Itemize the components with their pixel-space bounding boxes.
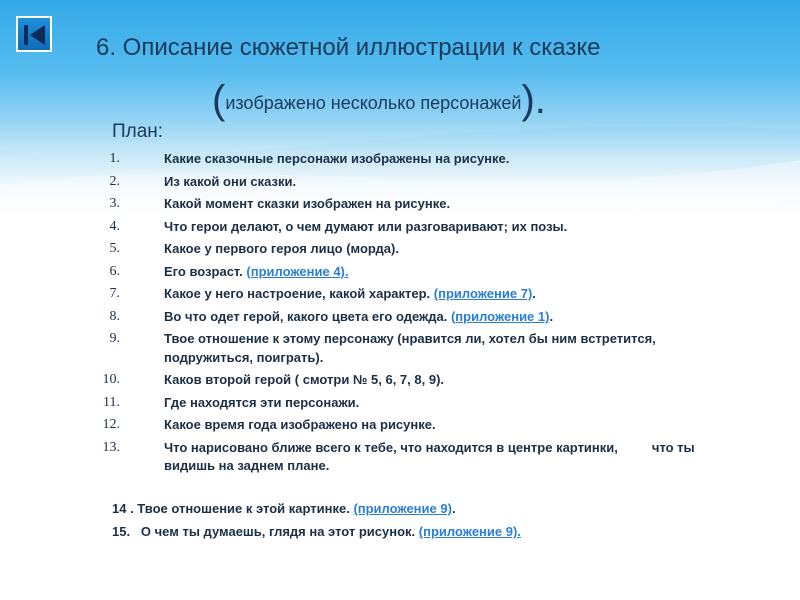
item-text: Твое отношение к этой картинке. — [133, 501, 350, 516]
plan-item-11 — [98, 394, 800, 413]
item-text: Его возраст. — [164, 263, 243, 279]
plan-item-8 — [98, 308, 800, 327]
back-nav-button[interactable] — [16, 16, 52, 52]
subtitle-text: изображено несколько персонажей — [225, 93, 522, 113]
extra-item-14 — [112, 501, 456, 516]
plan-item-4 — [98, 218, 800, 237]
item-number: 10. — [102, 372, 120, 387]
appendix-link[interactable]: (приложение 9) — [353, 501, 452, 516]
item-number: 15. — [112, 524, 131, 539]
item-text-tail: что ты — [651, 439, 695, 455]
plan-list — [98, 150, 800, 480]
item-text: Какое у первого героя лицо (морда). — [164, 241, 399, 256]
item-text-line2: видишь на заднем плане. — [164, 458, 330, 473]
plan-item-2 — [98, 173, 800, 192]
item-number: 3. — [109, 196, 120, 211]
item-text: Каков второй герой ( смотри № 5, 6, 7, 8, 9). — [164, 372, 445, 387]
subtitle-close-paren: ). — [521, 78, 546, 122]
item-number: 7. — [109, 286, 120, 301]
appendix-link[interactable]: (приложение 1) — [450, 308, 550, 324]
item-number: 8. — [109, 308, 120, 324]
appendix-link[interactable]: (приложение 7) — [433, 286, 533, 301]
item-text: Из какой они сказки. — [164, 173, 297, 189]
item-number: 13. — [102, 439, 120, 455]
item-text: Какое у него настроение, какой характер. — [164, 286, 431, 301]
extra-item-15 — [112, 524, 521, 539]
item-number: 4. — [109, 218, 120, 234]
item-number: 11. — [103, 394, 120, 410]
item-text: Что нарисовано ближе всего к тебе, что находится в центре картинки, — [164, 439, 618, 455]
appendix-link[interactable]: (приложение 9). — [418, 524, 521, 539]
plan-item-3 — [98, 195, 800, 214]
slide-title: 6. Описание сюжетной иллюстрации к сказке — [96, 34, 601, 61]
plan-item-12 — [98, 416, 800, 435]
plan-item-6 — [98, 263, 800, 282]
item-number: 12. — [102, 417, 120, 432]
item-number: 6. — [109, 263, 120, 279]
item-number: 1. — [109, 151, 120, 166]
plan-item-13 — [98, 439, 800, 476]
item-number: 5. — [109, 241, 120, 256]
item-text: Твое отношение к этому персонажу (нравится ли, хотел бы ним встретится, — [164, 331, 656, 346]
item-text: Какое время года изображено на рисунке. — [164, 417, 436, 432]
item-number: 9. — [109, 331, 120, 346]
item-text: Что герои делают, о чем думают или разговаривают; их позы. — [164, 218, 568, 234]
plan-item-1 — [98, 150, 800, 169]
item-text-line2: подружиться, поиграть). — [164, 349, 324, 365]
item-text-after: . — [549, 308, 554, 324]
plan-item-7 — [98, 285, 800, 304]
item-text: Какой момент сказки изображен на рисунке. — [164, 196, 451, 211]
appendix-link[interactable]: (приложение 4). — [246, 263, 349, 279]
plan-item-10 — [98, 371, 800, 390]
slide-subtitle — [212, 78, 546, 123]
plan-item-9 — [98, 330, 800, 367]
item-text: О чем ты думаешь, глядя на этот рисунок. — [130, 524, 416, 539]
item-number: 2. — [109, 173, 120, 189]
plan-label: План: — [112, 121, 164, 142]
back-arrow-icon — [21, 21, 49, 49]
item-number: 14 . — [112, 501, 134, 516]
subtitle-open-paren: ( — [212, 78, 226, 122]
item-text-after: . — [451, 501, 456, 516]
item-text-after: . — [532, 286, 536, 301]
plan-item-5 — [98, 240, 800, 259]
item-text: Где находятся эти персонажи. — [164, 394, 360, 410]
item-text: Во что одет герой, какого цвета его одежда. — [164, 308, 448, 324]
item-text: Какие сказочные персонажи изображены на рисунке. — [164, 151, 510, 166]
